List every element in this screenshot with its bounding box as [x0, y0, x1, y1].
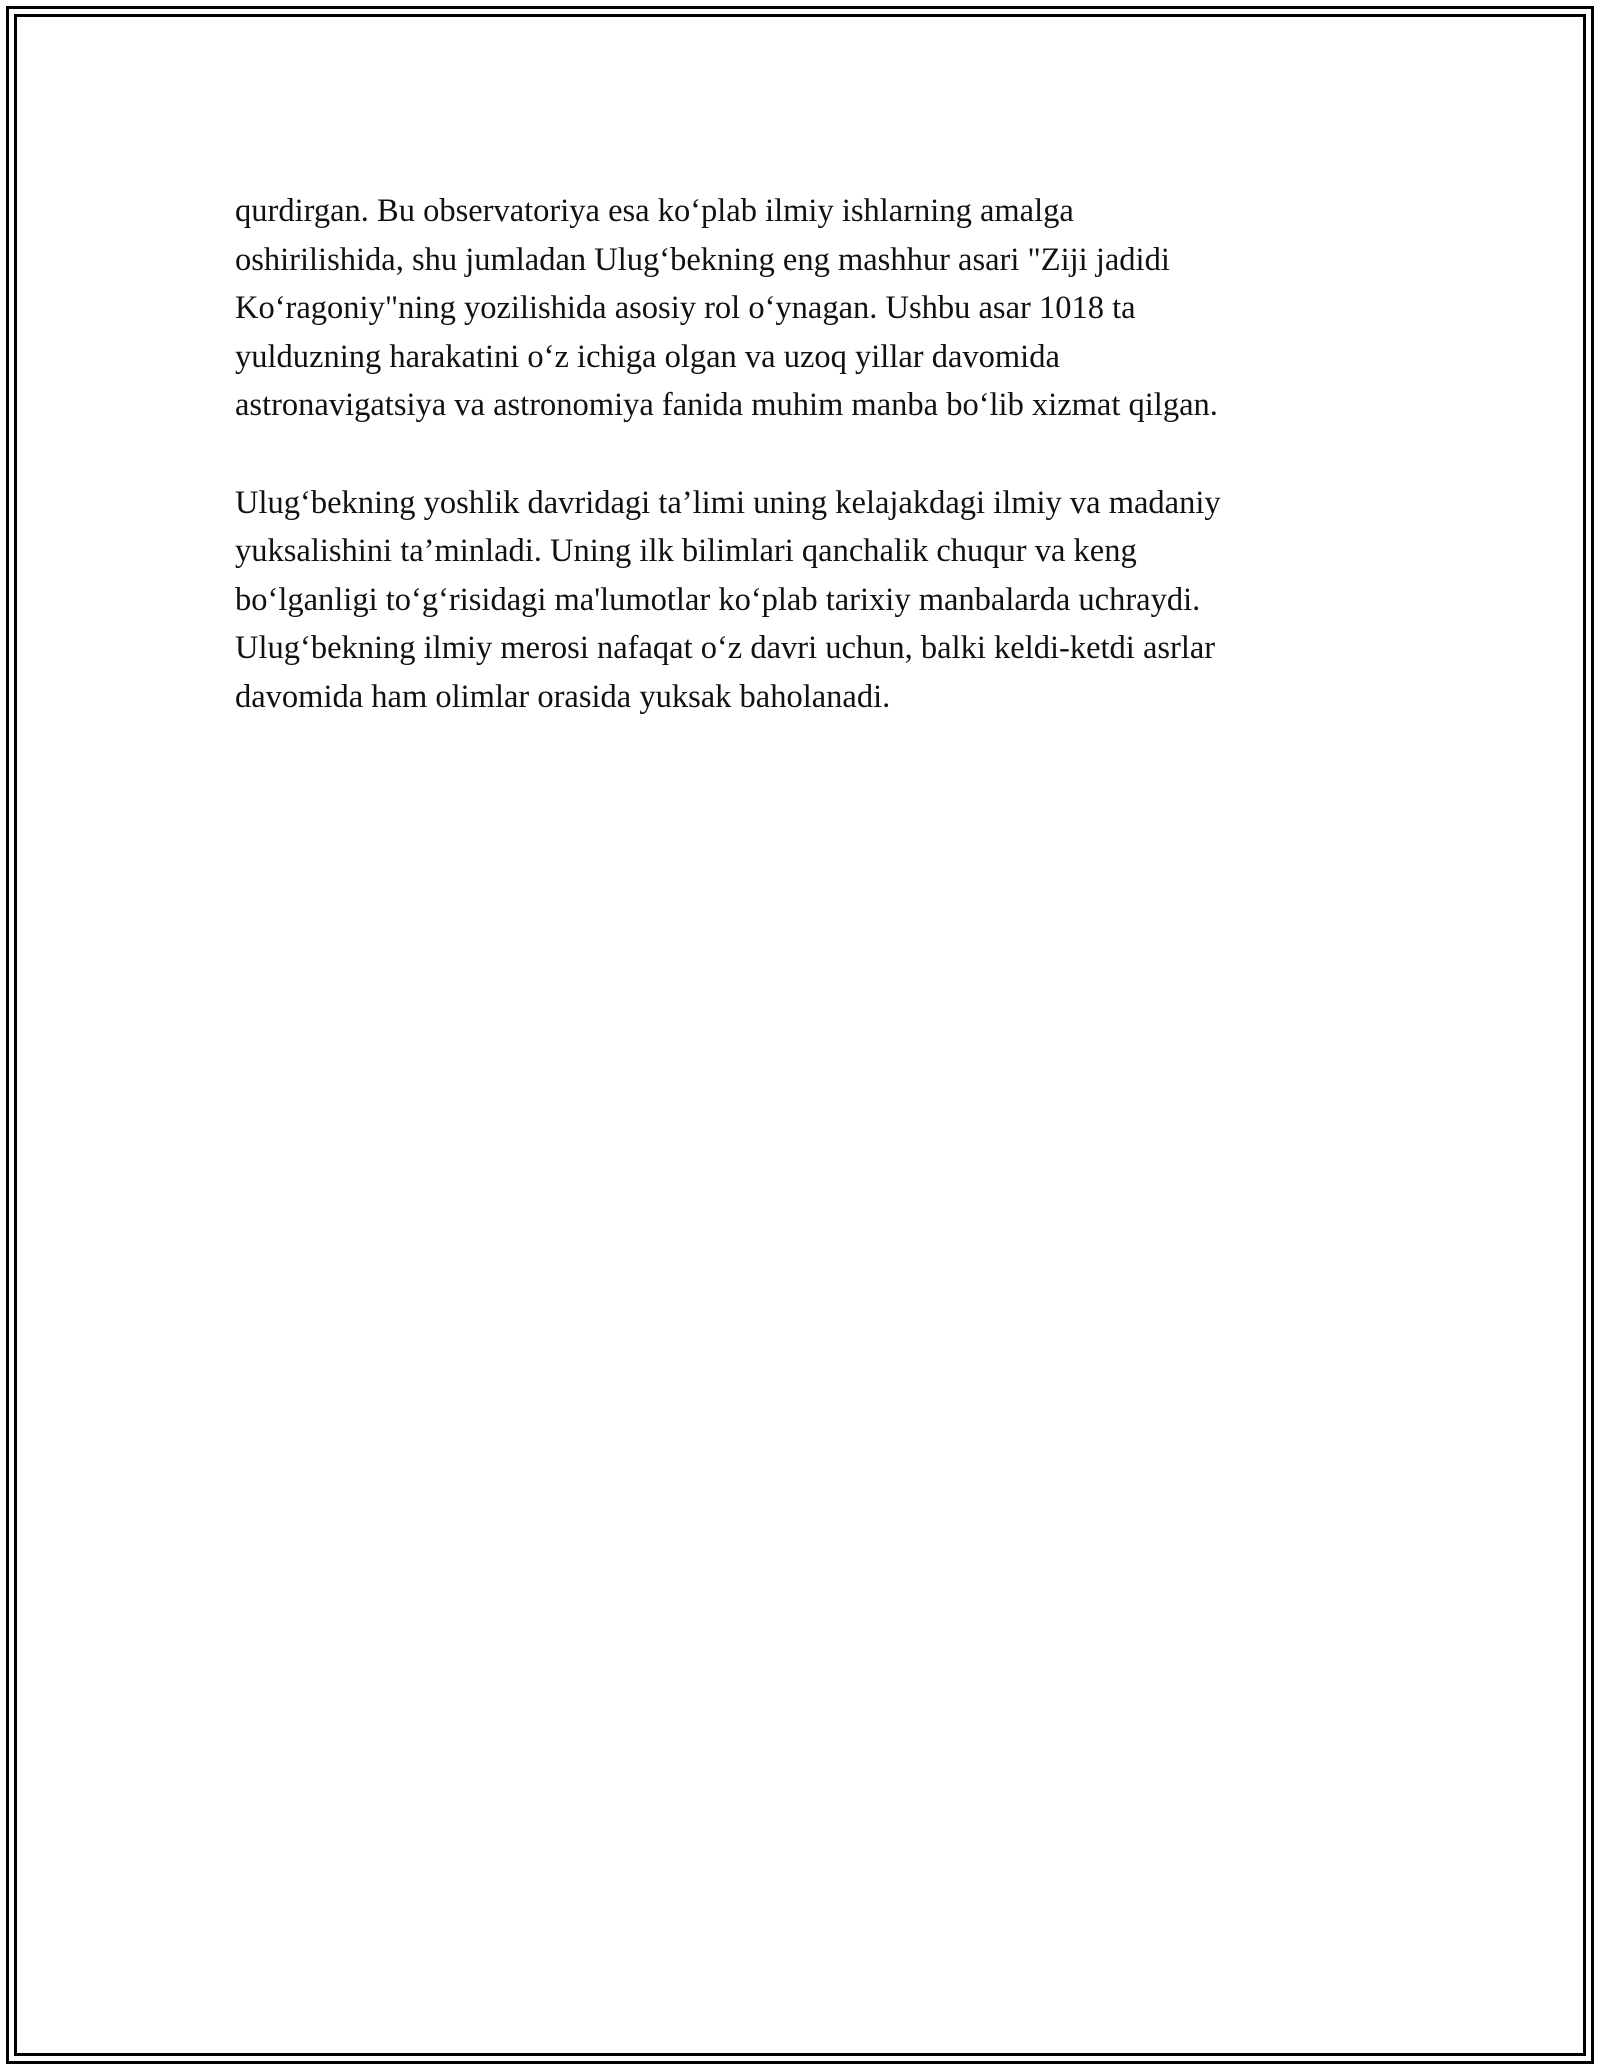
- paragraph-observatory: qurdirgan. Bu observatoriya esa ko‘plab ilmiy ishlarning amalga oshirilishida, shu jumladan Ulug‘bekning eng mashhur asari "Ziji jadidi Ko‘ragoniy"ning yozilishida asosiy rol o‘ynagan. Ushbu asar 1018 ta yulduzning harakatini o‘z ichiga olgan va uzoq yillar davomida astronavigatsiya va astronomiya fanida muhim manba bo‘lib xizmat qilgan.: [235, 193, 1218, 424]
- paragraph-education: Ulug‘bekning yoshlik davridagi ta’limi uning kelajakdagi ilmiy va madaniy yuksalishini ta’minladi. Uning ilk bilimlari qanchalik chuqur va keng bo‘lganligi to‘g‘risidagi ma'lumotlar ko‘plab tarixiy manbalarda uchraydi. Ulug‘bekning ilmiy merosi nafaqat o‘z davri uchun, balki keldi-ketdi asrlar davomida ham olimlar orasida yuksak baholanadi.: [235, 484, 1221, 715]
- document-body: [235, 187, 1365, 722]
